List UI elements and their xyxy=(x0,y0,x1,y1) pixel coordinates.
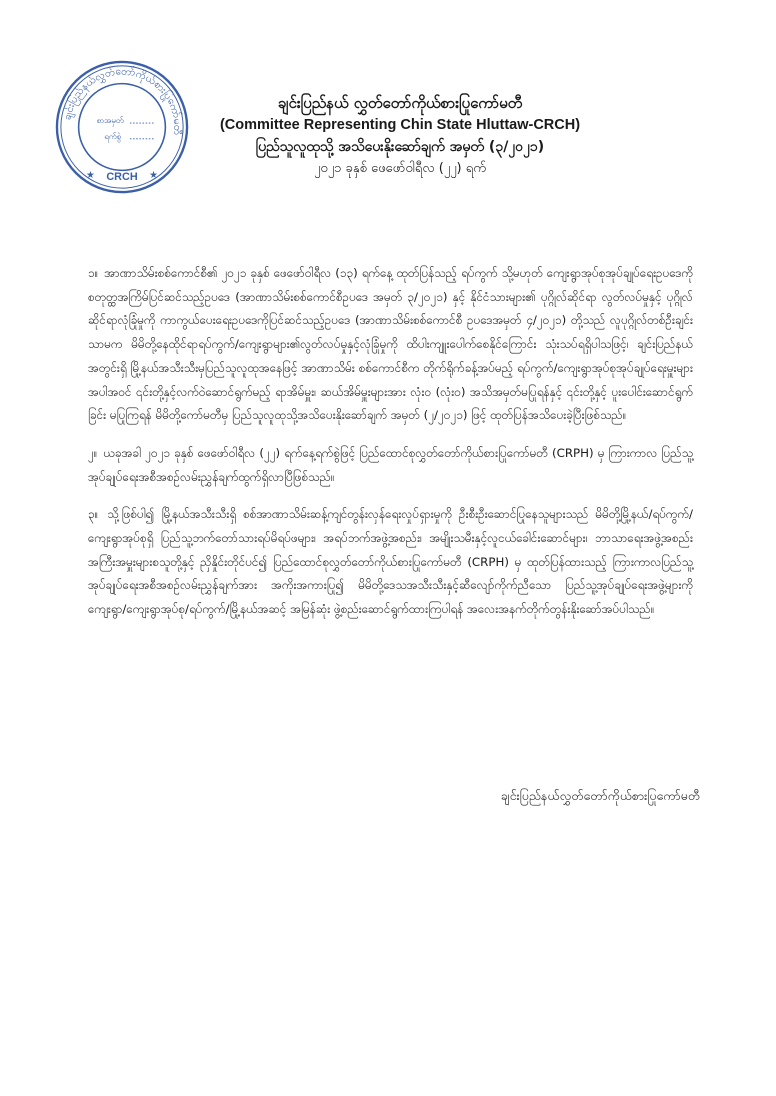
paragraph-3 xyxy=(88,503,693,622)
paragraph-text: ယခုအခါ ၂၀၂၁ ခုနှစ် ဖေဖော်ဝါရီလ (၂၂) ရက်နေ့ရက်စွဲဖြင့် ပြည်ထောင်စုလွှတ်တော်ကိုယ်စားပြုကော်မတီ (CRPH) မှ ကြားကာလ ပြည်သူ့အုပ်ချုပ်ရေးအစီအစဉ်လမ်းညွှန်ချက်ထွက်ရှိလာပြီဖြစ်သည်။ xyxy=(88,445,694,484)
seal-date-label: ရက်စွဲ xyxy=(104,131,121,141)
seal-emblem xyxy=(53,58,191,196)
paragraph-2 xyxy=(88,442,693,489)
seal-inner-ring xyxy=(79,84,166,171)
paragraph-1 xyxy=(88,262,693,428)
letter-header xyxy=(190,92,610,180)
paragraph-text: သို့ဖြစ်ပါ၍ မြို့နယ်အသီးသီးရှိ စစ်အာဏာသိမ်းဆန့်ကျင်တွန်းလှန်ရေးလှုပ်ရှားမှုကို ဦးစီးဦးဆောင်ပြုနေသူများသည် မိမိတို့မြို့နယ်/ရပ်ကွက်/ကျေးရွာအုပ်စုရှိ ပြည်သူ့ဘက်တော်သားရပ်မိရပ်ဖများ၊ အရပ်ဘက်အဖွဲ့အစည်း၊ အမျိုးသမီးနှင့်လူငယ်ခေါင်းဆောင်များ၊ ဘာသာရေးအဖွဲ့အစည်းအကြီးအမှူးများစသူတို့နှင့် ညှိနှိုင်းတိုင်ပင်၍ ပြည်ထောင်စုလွှတ်တော်ကိုယ်စားပြုကော်မတီ (CRPH) မှ ထုတ်ပြန်ထားသည့် ကြားကာလပြည်သူ့အုပ်ချုပ်ရေးအစီအစဉ်လမ်းညွှန်ချက်အား အကိုးအကားပြု၍ မိမိတို့ဒေသအသီးသီးနှင့်ဆီလျော်ကိုက်ညီသော ပြည်သူ့အုပ်ချုပ်ရေးအဖွဲ့များကို ကျေးရွာ/ကျေးရွာအုပ်စု/ရပ်ကွက်/မြို့နယ်အဆင့် အမြန်ဆုံး ဖွဲ့စည်းဆောင်ရွက်ထားကြပါရန် အလေးအနက်တိုက်တွန်းနိုးဆော်အပ်ပါသည်။ xyxy=(88,507,693,617)
announcement-date: ၂၀၂၁ ခုနှစ် ဖေဖော်ဝါရီလ (၂၂) ရက် xyxy=(314,161,486,176)
crch-seal xyxy=(53,58,191,196)
paragraph-text: အာဏာသိမ်းစစ်ကောင်စီ၏ ၂၀၂၁ ခုနှစ် ဖေဖော်ဝါရီလ (၁၃) ရက်နေ့ ထုတ်ပြန်သည့် ရပ်ကွက် သို့မဟုတ် ကျေးရွာအုပ်စုအုပ်ချုပ်ရေးဥပဒေကို စတုတ္ထအကြိမ်ပြင်ဆင်သည့်ဥပဒေ (အာဏာသိမ်းစစ်ကောင်စီဥပဒေ အမှတ် ၃/၂၀၂၁) နှင့် နိုင်ငံသားများ၏ ပုဂ္ဂိုလ်ဆိုင်ရာ လွတ်လပ်မှုနှင့် ပုဂ္ဂိုလ်ဆိုင်ရာလုံခြုံမှုကို ကာကွယ်ပေးရေးဥပဒေကိုပြင်ဆင်သည့်ဥပဒေ (အာဏာသိမ်းစစ်ကောင်စီ ဥပဒေအမှတ် ၄/၂၀၂၁) တို့သည် လူပုဂ္ဂိုလ်တစ်ဦးချင်း သာမက မိမိတို့နေထိုင်ရာရပ်ကွက်/ကျေးရွာများ၏လွတ်လပ်မှုနှင့်လုံခြုံမှုကို ထိပါးကျူးပေါက်စေနိုင်ကြောင်း သုံးသပ်ရရှိပါသဖြင့်၊ ချင်းပြည်နယ်အတွင်းရှိ မြို့နယ်အသီးသီးမှပြည်သူလူထုအနေဖြင့် အာဏာသိမ်း စစ်ကောင်စီက တိုက်ရိုက်ခန့်အပ်မည့် ရပ်ကွက်/ကျေးရွာအုပ်စုအုပ်ချုပ်ရေးမှူးများအပါအဝင် ၎င်းတို့နှင့်လက်ဝဲဆောင်ရွက်မည့် ရာအိမ်မှူး၊ ဆယ်အိမ်မှူးများအား လုံးဝ (လုံးဝ) အသိအမှတ်မပြုရန်နှင့် ၎င်းတို့နှင့် ပူးပေါင်းဆောင်ရွက်ခြင်း မပြုကြရန် မိမိတို့ကော်မတီမှ ပြည်သူလူထုသို့အသိပေးနိုးဆော်ချက် အမှတ် (၂/၂၀၂၁) ဖြင့် ထုတ်ပြန်အသိပေးခဲ့ပြီးဖြစ်သည်။ xyxy=(88,266,693,423)
seal-acronym: CRCH xyxy=(106,171,138,184)
paragraph-number: ၁။ xyxy=(88,266,99,280)
paragraph-number: ၃။ xyxy=(88,507,99,522)
seal-star-right-icon: ★ xyxy=(149,170,158,182)
committee-title: ချင်းပြည်နယ် လွှတ်တော်ကိုယ်စားပြုကော်မတီ xyxy=(277,94,523,112)
seal-no-label: စာအမှတ် xyxy=(96,116,124,126)
announcement-subject: ပြည်သူလူထုသို့ အသိပေးနိုးဆော်ချက် အမှတ် (၃/၂၀၂၁) xyxy=(255,139,545,155)
paragraph-number: ၂။ xyxy=(88,445,98,460)
signature-block: ချင်းပြည်နယ်လွှတ်တော်ကိုယ်စားပြုကော်မတီ xyxy=(500,788,700,803)
seal-ring-text: ချင်းပြည်နယ်လွှတ်တော်ကိုယ်စားပြုကော်မတီ xyxy=(61,65,184,136)
committee-english-name: (Committee Representing Chin State Hluttaw-CRCH) xyxy=(219,117,581,133)
seal-star-left-icon: ★ xyxy=(86,170,95,182)
letter-body xyxy=(88,262,693,636)
